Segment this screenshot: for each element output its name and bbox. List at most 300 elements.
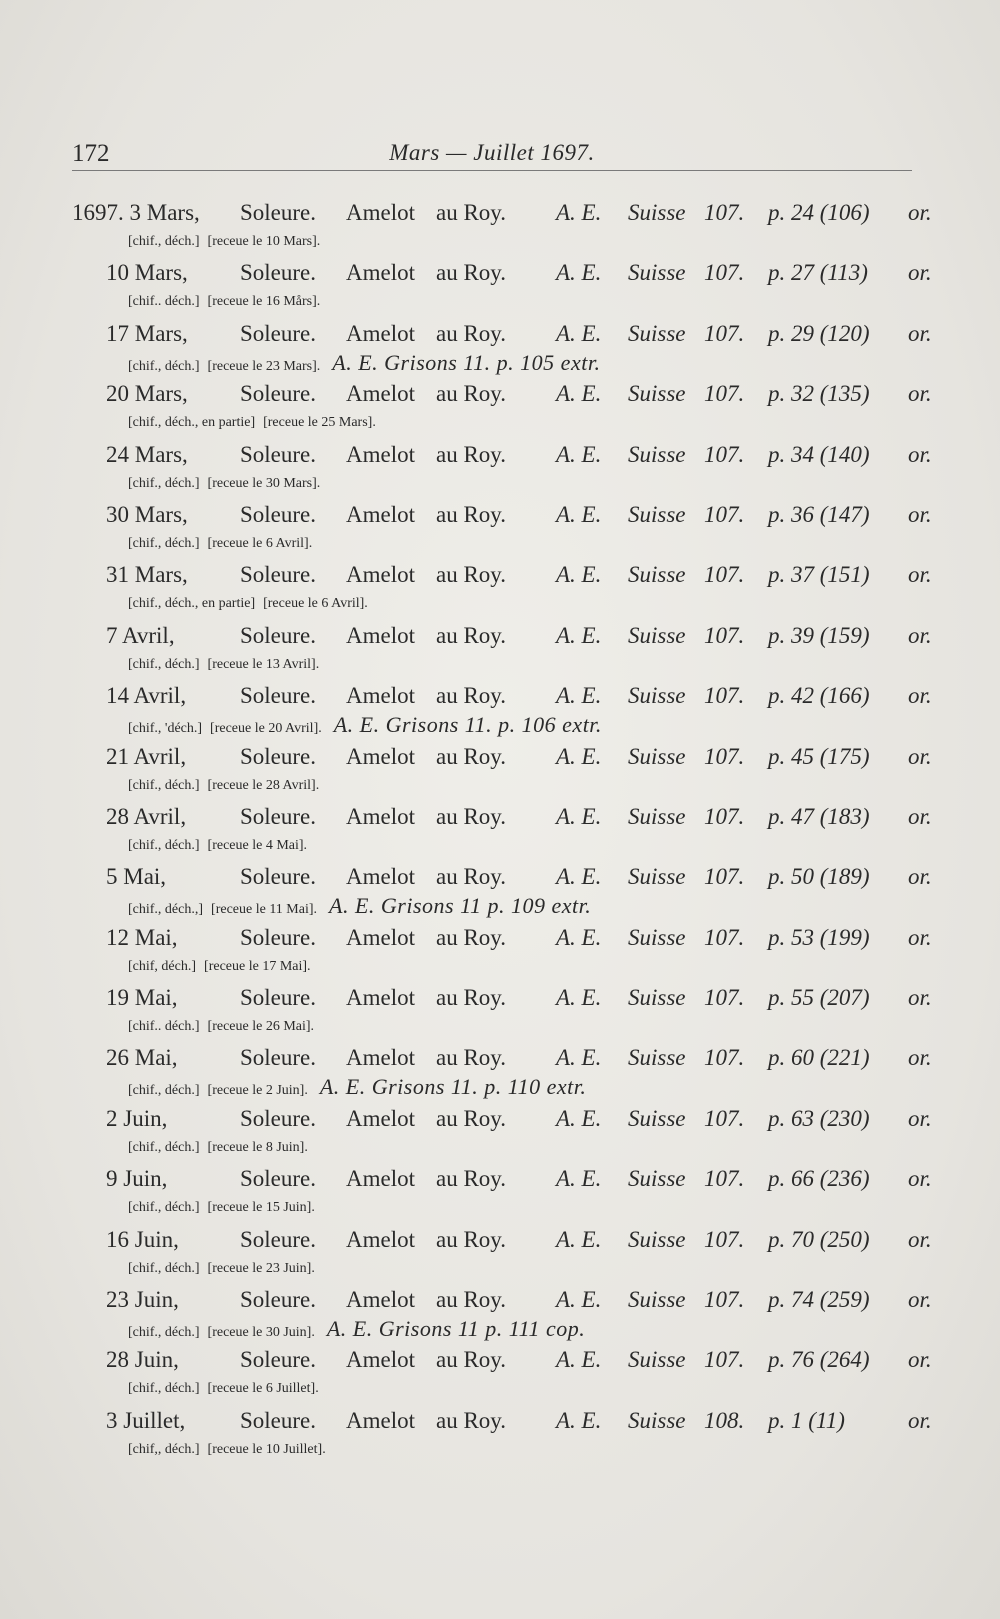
entry-main-line <box>106 983 932 1013</box>
entry-note-line <box>128 1015 322 1039</box>
entry-series: Suisse <box>628 200 686 225</box>
entry-received-note: [receue le 23 Juin]. <box>207 1260 315 1276</box>
entry-series: Suisse <box>628 1287 686 1313</box>
entry-page-ref: p. 29 (120) <box>768 320 870 346</box>
entry-fonds: A. E. <box>556 743 602 769</box>
entry-received-note: [receue le 6 Avril]. <box>207 535 313 551</box>
entry <box>0 319 1000 379</box>
entry-series: Suisse <box>628 985 686 1011</box>
entry-main-line <box>106 1406 932 1436</box>
entry <box>0 379 1000 439</box>
entry-page-ref: p. 24 (106) <box>768 200 870 225</box>
entry-sender: Amelot <box>346 864 415 890</box>
entry-note-line <box>128 713 602 737</box>
entry-series: Suisse <box>628 1226 686 1252</box>
entry-cipher-note: [chif., déch.] <box>128 1139 200 1155</box>
entry-page-ref: p. 42 (166) <box>768 683 870 709</box>
entry-series: Suisse <box>628 320 686 346</box>
entry-recipient: au Roy. <box>436 260 507 286</box>
entry-received-note: [receue le 23 Mars]. <box>207 358 321 374</box>
entry-recipient: au Roy. <box>436 501 507 527</box>
entry-volume: 107. <box>704 501 745 527</box>
entry-volume: 107. <box>704 985 745 1011</box>
entry-cipher-note: [chif., déch.] <box>128 1083 200 1099</box>
header-rule <box>72 170 912 171</box>
entry-series: Suisse <box>628 864 686 890</box>
entry-note-line <box>128 592 376 616</box>
entry-cipher-note: [chif., déch.] <box>128 777 200 793</box>
entry-series: Suisse <box>628 803 686 829</box>
entry-volume: 107. <box>704 320 745 346</box>
page-header <box>72 136 912 172</box>
entry-volume: 107. <box>704 1347 745 1373</box>
entry-nature: or. <box>908 381 932 407</box>
entry <box>0 440 1000 500</box>
entry-date: 14 Avril, <box>106 683 187 709</box>
entry-cipher-note: [chif., déch.] <box>128 837 200 853</box>
entry-volume: 107. <box>704 381 745 407</box>
entry-place: Soleure. <box>240 1166 317 1192</box>
entry-volume: 107. <box>704 1166 745 1192</box>
entry-sender: Amelot <box>346 924 415 950</box>
entry-place: Soleure. <box>240 1287 317 1313</box>
entry-cipher-note: [chif., déch.] <box>128 234 200 249</box>
entry-recipient: au Roy. <box>436 320 507 346</box>
entry <box>0 742 1000 802</box>
entry-page-ref: p. 45 (175) <box>768 743 870 769</box>
entry-cipher-note: [chif., déch.,] <box>128 902 204 918</box>
entry-series: Suisse <box>628 1105 686 1131</box>
entry-page-ref: p. 50 (189) <box>768 864 870 890</box>
entry-place: Soleure. <box>240 1045 317 1071</box>
entry-cipher-note: [chif., déch., en partie] <box>128 596 256 612</box>
entry-recipient: au Roy. <box>436 1287 507 1313</box>
entry-page-ref: p. 27 (113) <box>768 260 868 286</box>
entry-nature: or. <box>908 622 932 648</box>
entry-place: Soleure. <box>240 864 317 890</box>
entry-fonds: A. E. <box>556 562 602 588</box>
entry-fonds: A. E. <box>556 1045 602 1071</box>
entry-date: 28 Juin, <box>106 1347 179 1373</box>
entry-place: Soleure. <box>240 320 317 346</box>
entry-sender: Amelot <box>346 985 415 1011</box>
entry-recipient: au Roy. <box>436 924 507 950</box>
entry-note-line <box>128 1136 316 1160</box>
entry-nature: or. <box>908 1226 932 1252</box>
entry-fonds: A. E. <box>556 864 602 890</box>
entry-place: Soleure. <box>240 622 317 648</box>
entry-volume: 107. <box>704 1105 745 1131</box>
entry-recipient: au Roy. <box>436 1407 507 1433</box>
entry-fonds: A. E. <box>556 924 602 950</box>
entry-fonds: A. E. <box>556 1166 602 1192</box>
entry-cipher-note: [chif., déch.] <box>128 1200 200 1216</box>
entry-date: 19 Mai, <box>106 985 178 1011</box>
entry-main-line <box>106 319 932 349</box>
entry-date: 17 Mars, <box>106 320 188 346</box>
entry <box>0 862 1000 922</box>
entry-date: 26 Mai, <box>106 1045 178 1071</box>
entry-extra-reference: A. E. Grisons 11. p. 110 extr. <box>319 1074 587 1100</box>
entry-received-note: [receue le 8 Juin]. <box>207 1139 308 1155</box>
entry-note-line <box>128 1438 334 1462</box>
entry <box>0 1285 1000 1345</box>
entry-date: 21 Avril, <box>106 743 187 769</box>
entry-main-line <box>106 1164 932 1194</box>
entry <box>0 802 1000 862</box>
entry-sender: Amelot <box>346 743 415 769</box>
entry-fonds: A. E. <box>556 501 602 527</box>
entry <box>0 1104 1000 1164</box>
entry-date: 9 Juin, <box>106 1166 168 1192</box>
entry-main-line <box>106 681 932 711</box>
entry-sender: Amelot <box>346 622 415 648</box>
entry-main-line <box>106 379 932 409</box>
entry-series: Suisse <box>628 381 686 407</box>
entry-nature: or. <box>908 562 932 588</box>
entry-sender: Amelot <box>346 562 415 588</box>
entry-page-ref: p. 39 (159) <box>768 622 870 648</box>
entry-page-ref: p. 55 (207) <box>768 985 870 1011</box>
entry-fonds: A. E. <box>556 260 602 286</box>
entry-date: 1697. 3 Mars, <box>72 200 200 225</box>
entry <box>0 198 1000 258</box>
entry-page-ref: p. 37 (151) <box>768 562 870 588</box>
entry-date: 7 Avril, <box>106 622 175 648</box>
entry-nature: or. <box>908 1347 932 1373</box>
entry-note-line <box>128 290 328 314</box>
entry-place: Soleure. <box>240 985 317 1011</box>
entry-cipher-note: [chif., déch.] <box>128 1325 200 1341</box>
entry-sender: Amelot <box>346 1105 415 1131</box>
entry-note-line <box>128 230 328 254</box>
entry-note-line <box>128 774 327 798</box>
entry-received-note: [receue le 26 Mai]. <box>207 1019 315 1035</box>
entry-cipher-note: [chif., déch., en partie] <box>128 415 256 431</box>
entry-page-ref: p. 34 (140) <box>768 441 870 467</box>
entry-volume: 107. <box>704 200 745 225</box>
entry-note-line <box>128 351 600 375</box>
entry-sender: Amelot <box>346 683 415 709</box>
entry-sender: Amelot <box>346 501 415 527</box>
entry-nature: or. <box>908 1287 932 1313</box>
entry-fonds: A. E. <box>556 1287 602 1313</box>
entry-main-line <box>106 862 932 892</box>
entry-recipient: au Roy. <box>436 562 507 588</box>
entry-series: Suisse <box>628 622 686 648</box>
entry-series: Suisse <box>628 924 686 950</box>
entry-date: 2 Juin, <box>106 1105 168 1131</box>
entry-note-line <box>128 472 328 496</box>
entry-main-line <box>106 1345 932 1375</box>
entry-recipient: au Roy. <box>436 683 507 709</box>
entry-fonds: A. E. <box>556 1407 602 1433</box>
entry-page-ref: p. 32 (135) <box>768 381 870 407</box>
entry-received-note: [receue le 20 Avril]. <box>210 721 322 737</box>
entry-received-note: [receue le 13 Avril]. <box>207 656 320 672</box>
entry-cipher-note: [chif., déch.] <box>128 535 200 551</box>
entry-page-ref: p. 60 (221) <box>768 1045 870 1071</box>
entry-cipher-note: [chif., déch.] <box>128 1260 200 1276</box>
entry-main-line <box>106 560 932 590</box>
entry-date: 23 Juin, <box>106 1287 179 1313</box>
entry-place: Soleure. <box>240 200 317 225</box>
entry-place: Soleure. <box>240 683 317 709</box>
entry-received-note: [receue le 17 Mai]. <box>204 958 311 974</box>
entry-volume: 107. <box>704 441 745 467</box>
entry-date: 30 Mars, <box>106 501 188 527</box>
entry-main-line <box>106 621 932 651</box>
entry-volume: 107. <box>704 622 745 648</box>
entry <box>0 1043 1000 1103</box>
entry-cipher-note: [chif., déch.] <box>128 656 200 672</box>
entry-cipher-note: [chif.. déch.] <box>128 1019 200 1035</box>
entry-recipient: au Roy. <box>436 864 507 890</box>
entry-main-line <box>106 742 932 772</box>
entry-received-note: [receue le 6 Juillet]. <box>207 1381 319 1397</box>
entry-date: 10 Mars, <box>106 260 188 286</box>
entry-volume: 107. <box>704 1226 745 1252</box>
entry-fonds: A. E. <box>556 381 602 407</box>
entry-received-note: [receue le 30 Juin]. <box>207 1325 315 1341</box>
entry-nature: or. <box>908 1166 932 1192</box>
entry-fonds: A. E. <box>556 200 602 225</box>
entry-received-note: [receue le 28 Avril]. <box>207 777 320 793</box>
entry-main-line <box>106 1104 932 1134</box>
entry-nature: or. <box>908 1105 932 1131</box>
entry-place: Soleure. <box>240 501 317 527</box>
entry-volume: 107. <box>704 1287 745 1313</box>
entry-sender: Amelot <box>346 441 415 467</box>
entry-series: Suisse <box>628 562 686 588</box>
entry-extra-reference: A. E. Grisons 11. p. 105 extr. <box>332 349 601 375</box>
entry-volume: 108. <box>704 1407 745 1433</box>
entry-recipient: au Roy. <box>436 743 507 769</box>
entry-nature: or. <box>908 985 932 1011</box>
entry-sender: Amelot <box>346 1347 415 1373</box>
entry-main-line <box>106 1225 932 1255</box>
entry-main-line <box>106 1285 932 1315</box>
running-title: Mars — Juillet 1697. <box>389 140 595 165</box>
entry-nature: or. <box>908 743 932 769</box>
entry-sender: Amelot <box>346 1287 415 1313</box>
entry-nature: or. <box>908 441 932 467</box>
entry-series: Suisse <box>628 441 686 467</box>
entry-recipient: au Roy. <box>436 441 507 467</box>
entry-extra-reference: A. E. Grisons 11. p. 106 extr. <box>333 712 602 738</box>
entry-date: 24 Mars, <box>106 441 188 467</box>
entry-place: Soleure. <box>240 1407 317 1433</box>
entry-place: Soleure. <box>240 260 317 286</box>
entry-note-line <box>128 1257 323 1281</box>
entry <box>0 983 1000 1043</box>
entry-nature: or. <box>908 924 932 950</box>
entry-cipher-note: [chif, déch.] <box>128 958 197 974</box>
entry-page-ref: p. 70 (250) <box>768 1226 870 1252</box>
entry-note-line <box>128 1196 323 1220</box>
entry-received-note: [receue le 11 Mai]. <box>211 902 318 918</box>
entry-series: Suisse <box>628 1045 686 1071</box>
entry <box>0 258 1000 318</box>
entry-place: Soleure. <box>240 381 317 407</box>
entry-list <box>0 198 1000 1466</box>
entry-sender: Amelot <box>346 200 415 225</box>
entry-nature: or. <box>908 260 932 286</box>
entry-cipher-note: [chif., 'déch.] <box>128 721 203 737</box>
entry-recipient: au Roy. <box>436 381 507 407</box>
entry-series: Suisse <box>628 743 686 769</box>
entry-main-line <box>106 802 932 832</box>
entry-recipient: au Roy. <box>436 985 507 1011</box>
entry-date: 5 Mai, <box>106 864 167 890</box>
entry-date: 16 Juin, <box>106 1226 179 1252</box>
entry-recipient: au Roy. <box>436 803 507 829</box>
entry-cipher-note: [chif., déch.] <box>128 358 200 374</box>
entry-nature: or. <box>908 683 932 709</box>
entry <box>0 621 1000 681</box>
entry <box>0 1345 1000 1405</box>
entry-received-note: [receue le 4 Mai]. <box>207 837 308 853</box>
entry-sender: Amelot <box>346 1226 415 1252</box>
entry-page-ref: p. 53 (199) <box>768 924 870 950</box>
entry-received-note: [receue le 10 Juillet]. <box>207 1441 326 1457</box>
entry-received-note: [receue le 2 Juin]. <box>207 1083 308 1099</box>
entry-recipient: au Roy. <box>436 200 507 225</box>
entry-fonds: A. E. <box>556 1105 602 1131</box>
entry-page-ref: p. 63 (230) <box>768 1105 870 1131</box>
entry-nature: or. <box>908 320 932 346</box>
entry-series: Suisse <box>628 1166 686 1192</box>
entry-volume: 107. <box>704 803 745 829</box>
entry <box>0 681 1000 741</box>
entry-main-line <box>106 500 932 530</box>
entry-recipient: au Roy. <box>436 1347 507 1373</box>
entry-place: Soleure. <box>240 1347 317 1373</box>
entry-extra-reference: A. E. Grisons 11 p. 111 cop. <box>326 1316 586 1342</box>
entry-nature: or. <box>908 200 932 225</box>
entry-received-note: [receue le 10 Mars]. <box>207 234 321 249</box>
entry-nature: or. <box>908 864 932 890</box>
entry-nature: or. <box>908 803 932 829</box>
entry-sender: Amelot <box>346 1045 415 1071</box>
entry-received-note: [receue le 15 Juin]. <box>207 1200 315 1216</box>
entry-note-line <box>128 1075 586 1099</box>
entry-cipher-note: [chif., déch.] <box>128 475 200 491</box>
entry-sender: Amelot <box>346 381 415 407</box>
entry-page-ref: p. 47 (183) <box>768 803 870 829</box>
entry-note-line <box>128 834 315 858</box>
entry-sender: Amelot <box>346 1166 415 1192</box>
entry-volume: 107. <box>704 260 745 286</box>
entry-place: Soleure. <box>240 562 317 588</box>
entry-sender: Amelot <box>346 320 415 346</box>
entry-recipient: au Roy. <box>436 622 507 648</box>
entry-page-ref: p. 36 (147) <box>768 501 870 527</box>
entry-date: 28 Avril, <box>106 803 187 829</box>
entry-volume: 107. <box>704 562 745 588</box>
entry-sender: Amelot <box>346 1407 415 1433</box>
entry-series: Suisse <box>628 501 686 527</box>
entry-page-ref: p. 1 (11) <box>768 1407 845 1433</box>
entry-volume: 107. <box>704 683 745 709</box>
entry-cipher-note: [chif.. déch.] <box>128 294 200 310</box>
entry-received-note: [receue le 16 Mårs]. <box>207 294 321 310</box>
entry-fonds: A. E. <box>556 803 602 829</box>
entry-nature: or. <box>908 501 932 527</box>
entry-note-line <box>128 532 320 556</box>
entry-place: Soleure. <box>240 803 317 829</box>
entry-recipient: au Roy. <box>436 1045 507 1071</box>
entry-main-line <box>106 923 932 953</box>
entry-note-line <box>128 411 384 435</box>
entry <box>0 923 1000 983</box>
entry-volume: 107. <box>704 864 745 890</box>
entry-nature: or. <box>908 1045 932 1071</box>
entry-series: Suisse <box>628 683 686 709</box>
entry-note-line <box>128 894 591 918</box>
entry-fonds: A. E. <box>556 683 602 709</box>
entry-main-line <box>72 198 932 228</box>
entry-nature: or. <box>908 1407 932 1433</box>
entry-fonds: A. E. <box>556 622 602 648</box>
entry-fonds: A. E. <box>556 1347 602 1373</box>
entry-note-line <box>128 1377 327 1401</box>
entry-place: Soleure. <box>240 1105 317 1131</box>
entry-series: Suisse <box>628 260 686 286</box>
entry-series: Suisse <box>628 1407 686 1433</box>
entry-cipher-note: [chif., déch.] <box>128 1381 200 1397</box>
entry-page-ref: p. 74 (259) <box>768 1287 870 1313</box>
entry-main-line <box>106 440 932 470</box>
entry-received-note: [receue le 30 Mars]. <box>207 475 321 491</box>
entry-note-line <box>128 653 327 677</box>
entry-recipient: au Roy. <box>436 1166 507 1192</box>
entry <box>0 560 1000 620</box>
entry-date: 12 Mai, <box>106 924 178 950</box>
entry-fonds: A. E. <box>556 985 602 1011</box>
entry <box>0 1225 1000 1285</box>
entry-fonds: A. E. <box>556 320 602 346</box>
entry-volume: 107. <box>704 924 745 950</box>
entry-received-note: [receue le 6 Avril]. <box>263 596 368 612</box>
entry-fonds: A. E. <box>556 1226 602 1252</box>
entry-date: 31 Mars, <box>106 562 188 588</box>
entry-recipient: au Roy. <box>436 1226 507 1252</box>
entry-extra-reference: A. E. Grisons 11 p. 109 extr. <box>329 893 592 919</box>
entry-volume: 107. <box>704 743 745 769</box>
entry-place: Soleure. <box>240 924 317 950</box>
entry-main-line <box>106 1043 932 1073</box>
page-number: 172 <box>72 140 110 167</box>
entry-page-ref: p. 76 (264) <box>768 1347 870 1373</box>
entry-sender: Amelot <box>346 803 415 829</box>
entry-recipient: au Roy. <box>436 1105 507 1131</box>
entry-date: 20 Mars, <box>106 381 188 407</box>
entry <box>0 500 1000 560</box>
entry <box>0 1406 1000 1466</box>
entry-fonds: A. E. <box>556 441 602 467</box>
entry-series: Suisse <box>628 1347 686 1373</box>
entry-main-line <box>106 258 932 288</box>
entry-place: Soleure. <box>240 441 317 467</box>
entry-page-ref: p. 66 (236) <box>768 1166 870 1192</box>
entry-place: Soleure. <box>240 1226 317 1252</box>
entry <box>0 1164 1000 1224</box>
entry-volume: 107. <box>704 1045 745 1071</box>
entry-note-line <box>128 955 319 979</box>
entry-date: 3 Juillet, <box>106 1407 186 1433</box>
entry-note-line <box>128 1317 585 1341</box>
